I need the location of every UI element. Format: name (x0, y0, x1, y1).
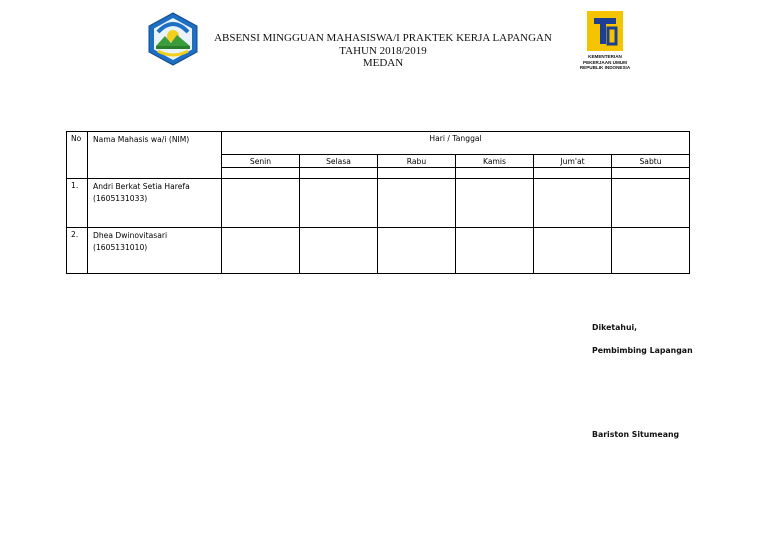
col-days-group-header: Hari / Tanggal (222, 132, 690, 155)
attendance-cell (222, 179, 300, 228)
document-title (206, 32, 560, 70)
student-name: Dhea Dwinovitasari (93, 231, 168, 240)
pupr-ministry-logo-icon (576, 10, 634, 54)
title-line-3: MEDAN (362, 57, 404, 69)
col-no-header: No (67, 132, 88, 179)
date-cell (222, 168, 300, 179)
attendance-cell (300, 228, 378, 274)
attendance-cell (534, 179, 612, 228)
table-row (67, 228, 690, 274)
date-cell (534, 168, 612, 179)
day-header-sabtu: Sabtu (612, 155, 690, 168)
table-row (67, 179, 690, 228)
student-cell (88, 179, 222, 228)
date-cell (612, 168, 690, 179)
attendance-cell (456, 179, 534, 228)
title-line-1: ABSENSI MINGGUAN MAHASISWA/I PRAKTEK KERJA LAPANGAN (214, 32, 552, 44)
supervisor-role: Pembimbing Lapangan (592, 346, 693, 355)
attendance-cell (222, 228, 300, 274)
ministry-text-line-1: KEMENTERIAN (588, 54, 622, 59)
row-number: 2. (67, 228, 88, 274)
supervisor-name: Bariston Situmeang (592, 430, 680, 439)
student-nim: (1605131033) (93, 194, 148, 203)
attendance-table (66, 131, 690, 274)
attendance-cell (612, 228, 690, 274)
header-row-1 (67, 132, 690, 155)
ministry-text-line-3: REPUBLIK INDONESIA (579, 65, 631, 70)
attendance-cell (378, 228, 456, 274)
date-cell (378, 168, 456, 179)
day-header-jumat: Jum'at (534, 155, 612, 168)
day-header-senin: Senin (222, 155, 300, 168)
attendance-cell (534, 228, 612, 274)
ministry-logo (576, 10, 634, 80)
polytechnic-seal-icon (146, 12, 200, 66)
ministry-text-line-2: PEKERJAAN UMUM (583, 59, 627, 65)
date-cell (456, 168, 534, 179)
date-cell (300, 168, 378, 179)
attendance-cell (456, 228, 534, 274)
known-label: Diketahui, (592, 323, 638, 332)
attendance-cell (612, 179, 690, 228)
student-nim: (1605131010) (93, 243, 148, 252)
row-number: 1. (67, 179, 88, 228)
attendance-cell (378, 179, 456, 228)
title-line-2: TAHUN 2018/2019 (339, 44, 427, 57)
student-name: Andri Berkat Setia Harefa (93, 182, 190, 191)
day-header-kamis: Kamis (456, 155, 534, 168)
attendance-cell (300, 179, 378, 228)
col-name-header: Nama Mahasis wa/i (NIM) (88, 132, 222, 179)
student-cell (88, 228, 222, 274)
day-header-selasa: Selasa (300, 155, 378, 168)
day-header-rabu: Rabu (378, 155, 456, 168)
